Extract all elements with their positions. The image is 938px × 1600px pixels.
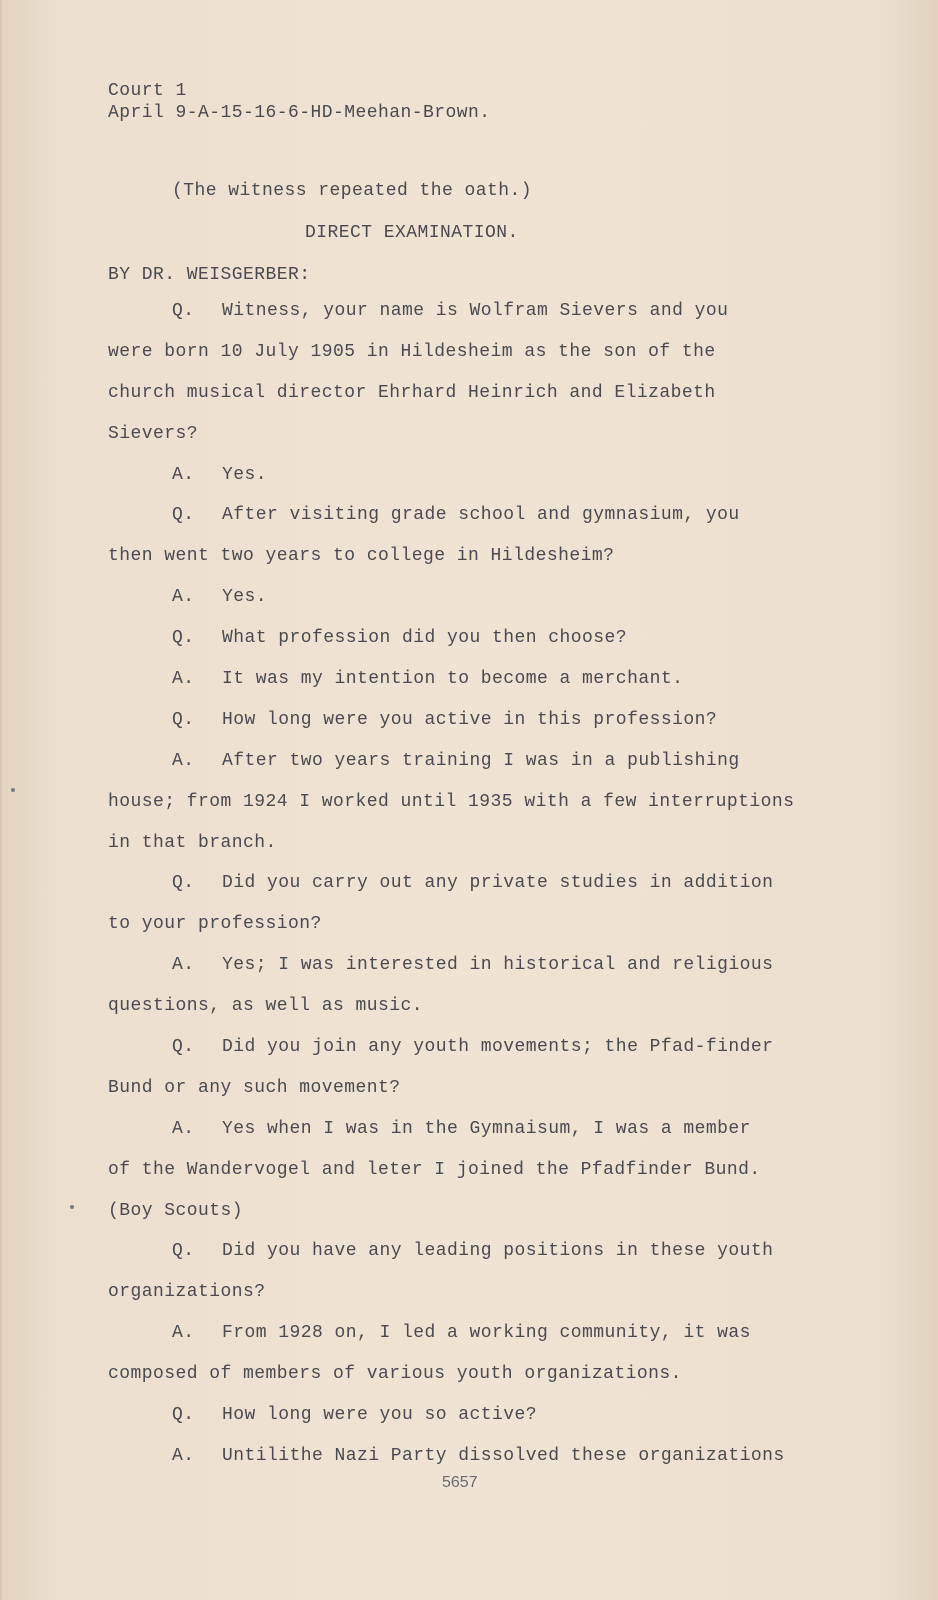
transcript-text: to your profession? bbox=[108, 914, 322, 935]
answer-label: A. bbox=[172, 750, 195, 771]
transcript-line bbox=[108, 627, 908, 668]
transcript-line bbox=[108, 1077, 908, 1118]
answer-label: A. bbox=[172, 587, 195, 608]
answer-label: A. bbox=[172, 464, 195, 485]
transcript-line bbox=[108, 750, 908, 791]
transcript-line bbox=[108, 791, 908, 832]
transcript-line bbox=[108, 1445, 908, 1486]
transcript-text: then went two years to college in Hildesheim? bbox=[108, 546, 615, 567]
transcript-line bbox=[108, 668, 908, 709]
transcript-line bbox=[108, 1404, 908, 1445]
transcript-text: Yes; I was interested in historical and religious bbox=[222, 955, 774, 976]
transcript-line bbox=[108, 832, 908, 873]
question-label: Q. bbox=[172, 1241, 195, 1262]
answer-label: A. bbox=[172, 1118, 195, 1139]
section-title: DIRECT EXAMINATION. bbox=[305, 223, 519, 243]
transcript-text: questions, as well as music. bbox=[108, 996, 424, 1017]
transcript-text: Did you carry out any private studies in addition bbox=[222, 873, 774, 894]
transcript-text: church musical director Ehrhard Heinrich and Elizabeth bbox=[108, 382, 716, 403]
session-reference: April 9-A-15-16-6-HD-Meehan-Brown. bbox=[108, 103, 491, 123]
question-label: Q. bbox=[172, 628, 195, 649]
transcript-text: in that branch. bbox=[108, 832, 277, 853]
oath-note: (The witness repeated the oath.) bbox=[172, 181, 533, 201]
question-label: Q. bbox=[172, 505, 195, 526]
transcript-text: Yes when I was in the Gymnaisum, I was a member bbox=[222, 1118, 751, 1139]
answer-label: A. bbox=[172, 669, 195, 690]
transcript-line bbox=[108, 1363, 908, 1404]
transcript-line bbox=[108, 1240, 908, 1281]
transcript-line bbox=[108, 586, 908, 627]
answer-label: A. bbox=[172, 955, 195, 976]
question-label: Q. bbox=[172, 1037, 195, 1058]
transcript-text: Did you join any youth movements; the Pfad-finder bbox=[222, 1037, 774, 1058]
transcript-text: (Boy Scouts) bbox=[108, 1200, 244, 1221]
transcript-text: were born 10 July 1905 in Hildesheim as the son of the bbox=[108, 341, 716, 362]
transcript-line bbox=[108, 464, 908, 505]
transcript-line bbox=[108, 1281, 908, 1322]
transcript-line bbox=[108, 1118, 908, 1159]
page-number: 5657 bbox=[442, 1474, 478, 1491]
transcript-line bbox=[108, 1036, 908, 1077]
transcript-line bbox=[108, 423, 908, 464]
transcript-text: house; from 1924 I worked until 1935 with a few interruptions bbox=[108, 791, 795, 812]
transcript-line bbox=[108, 341, 908, 382]
transcript-text: Witness, your name is Wolfram Sievers and you bbox=[222, 301, 729, 321]
transcript-text: After visiting grade school and gymnasium, you bbox=[222, 505, 740, 526]
transcript-line bbox=[108, 709, 908, 750]
transcript-line bbox=[108, 1159, 908, 1200]
answer-label: A. bbox=[172, 1323, 195, 1344]
examiner-line: BY DR. WEISGERBER: bbox=[108, 265, 311, 285]
transcript-text: organizations? bbox=[108, 1282, 266, 1303]
question-label: Q. bbox=[172, 1405, 195, 1426]
transcript-text: How long were you so active? bbox=[222, 1405, 538, 1426]
transcript-text: composed of members of various youth organizations. bbox=[108, 1364, 682, 1385]
paper-speck bbox=[70, 1205, 74, 1209]
transcript-text: It was my intention to become a merchant. bbox=[222, 669, 684, 690]
transcript-line bbox=[108, 995, 908, 1036]
transcript-line bbox=[108, 1322, 908, 1363]
paper-speck bbox=[11, 788, 15, 792]
transcript-text: Sievers? bbox=[108, 423, 199, 444]
court-header: Court 1 bbox=[108, 81, 187, 101]
question-label: Q. bbox=[172, 301, 195, 321]
transcript-text: After two years training I was in a publishing bbox=[222, 750, 740, 771]
transcript-body bbox=[108, 300, 908, 1486]
transcript-line bbox=[108, 1200, 908, 1241]
transcript-text: of the Wandervogel and leter I joined the Pfadfinder Bund. bbox=[108, 1159, 761, 1180]
transcript-line bbox=[108, 504, 908, 545]
transcript-text: Bund or any such movement? bbox=[108, 1077, 401, 1098]
question-label: Q. bbox=[172, 873, 195, 894]
transcript-line bbox=[108, 954, 908, 995]
transcript-text: Yes. bbox=[222, 464, 268, 485]
transcript-text: Yes. bbox=[222, 587, 268, 608]
transcript-line bbox=[108, 545, 908, 586]
transcript-text: Did you have any leading positions in these youth bbox=[222, 1241, 774, 1262]
transcript-line bbox=[108, 913, 908, 954]
transcript-text: Untilithe Nazi Party dissolved these organizations bbox=[222, 1445, 785, 1466]
transcript-text: From 1928 on, I led a working community, it was bbox=[222, 1323, 751, 1344]
question-label: Q. bbox=[172, 709, 195, 730]
answer-label: A. bbox=[172, 1445, 195, 1466]
transcript-line bbox=[108, 382, 908, 423]
transcript-text: What profession did you then choose? bbox=[222, 628, 628, 649]
transcript-line bbox=[108, 300, 908, 341]
transcript-line bbox=[108, 872, 908, 913]
transcript-text: How long were you active in this profession? bbox=[222, 709, 718, 730]
